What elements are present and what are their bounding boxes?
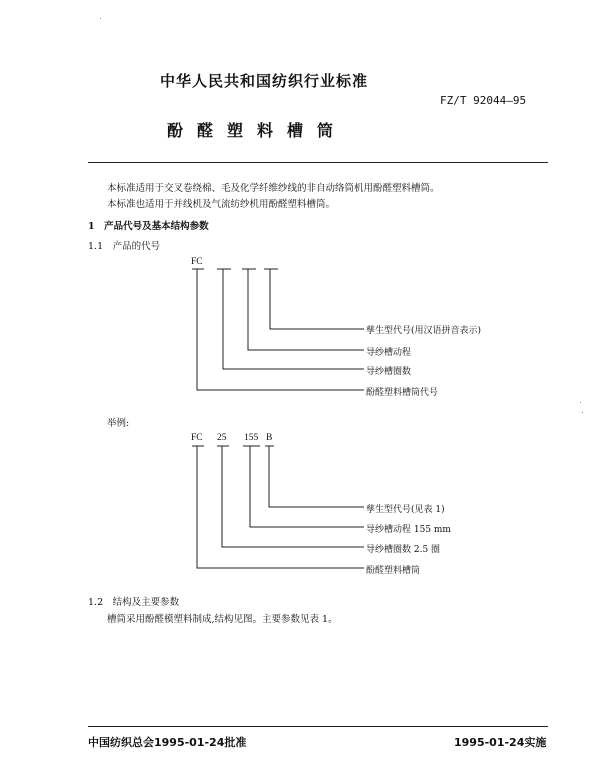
diagram2-code-stroke: 155 [244, 433, 259, 443]
example-label: 举例: [107, 418, 130, 429]
diagram1-stroke-leader [248, 269, 364, 350]
diagram1-label-product: 酚醛塑料槽筒代号 [366, 388, 439, 398]
diagram2-label-product: 酚醛塑料槽筒 [366, 566, 421, 576]
diagram1-label-stroke: 导纱槽动程 [366, 348, 412, 358]
diagram1-code-fc: FC [191, 257, 203, 267]
document-title: 酚醛塑料槽筒 [167, 121, 348, 140]
scan-speck [582, 412, 583, 413]
diagram2-variant-leader [269, 446, 364, 507]
diagram2-label-stroke: 导纱槽动程 155 mm [366, 525, 451, 535]
intro-line-2: 本标准也适用于并线机及气流纺纱机用酚醛塑料槽筒。 [107, 199, 336, 210]
diagram1-variant-leader [270, 269, 364, 329]
diagram2-stroke-leader [250, 446, 364, 527]
scan-speck [100, 18, 101, 19]
intro-line-1: 本标准适用于交叉卷绕棉、毛及化学纤维纱线的非自动络筒机用酚醛塑料槽筒。 [107, 183, 440, 194]
diagram2-turns-leader [222, 446, 364, 547]
diagram2-label-turns: 导纱槽圈数 2.5 圈 [366, 545, 441, 555]
approval-info: 中国纺织总会1995-01-24批准 [88, 736, 247, 749]
diagram1-label-turns: 导纱槽圈数 [366, 367, 412, 377]
implementation-date: 1995-01-24实施 [454, 736, 547, 749]
standard-body-title: 中华人民共和国纺织行业标准 [160, 72, 369, 90]
section-1-2-heading: 1.2 结构及主要参数 [88, 597, 180, 608]
diagram2-code-variant: B [266, 433, 273, 443]
diagram2-code-fc: FC [191, 433, 203, 443]
diagram2-label-variant: 孳生型代号(见表 1) [366, 505, 445, 515]
diagram2-code-turns: 25 [217, 433, 227, 443]
section-1-heading: 1 产品代号及基本结构参数 [88, 221, 209, 232]
scan-speck [580, 402, 581, 403]
standard-code: FZ/T 92044—95 [440, 94, 527, 107]
section-1-1-heading: 1.1 产品的代号 [88, 241, 161, 252]
footer-rule [88, 726, 548, 727]
section-1-2-text: 槽筒采用酚醛模塑料制成,结构见图。主要参数见表 1。 [107, 614, 338, 625]
diagram1-turns-leader [223, 269, 364, 369]
diagram1-label-variant: 孳生型代号(用汉语拼音表示) [366, 326, 482, 336]
